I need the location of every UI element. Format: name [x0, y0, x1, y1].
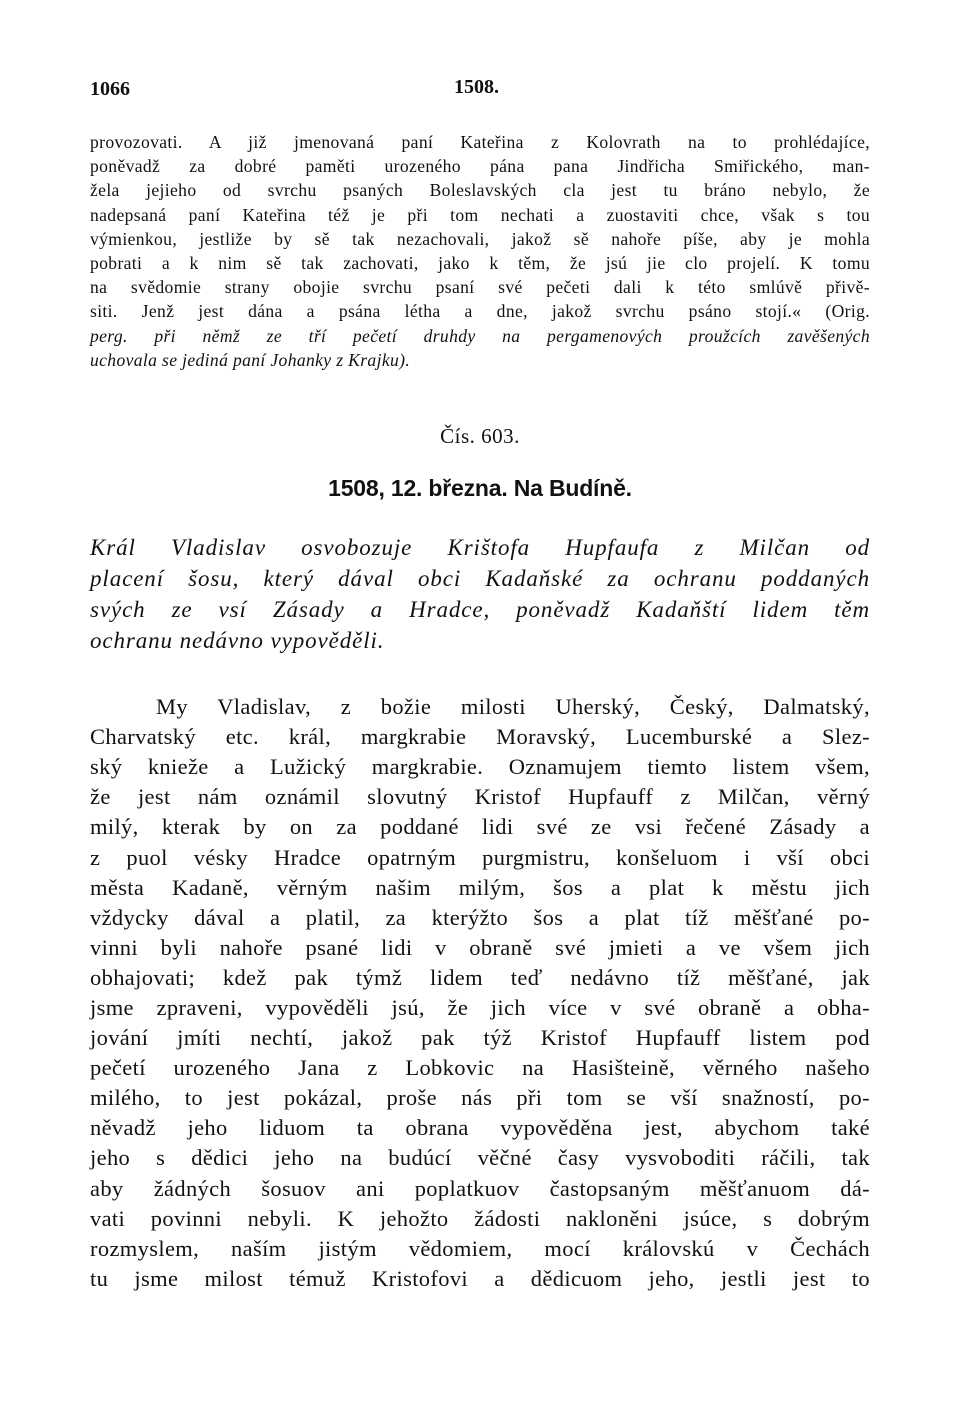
continuation-line: provozovati. A již jmenovaná paní Kateřina z Kolovrath na to prohlédajíce,: [90, 132, 870, 152]
continuation-line: výmienkou, jestliže by sě tak nezachovali, jakož sě nahoře píše, aby je mohla: [90, 228, 870, 249]
body-line: tu jsme milost témuž Kristofovi a dědicuom jeho, jestli jest to: [90, 1265, 870, 1291]
running-head: [90, 70, 870, 102]
body-line: vždycky dával a platil, za kterýžto šos a plat tíž měšťané po-: [90, 904, 870, 930]
source-note-line: uchovala se jediná paní Johanky z Krajku).: [90, 349, 411, 370]
body-line: Charvatský etc. král, margkrabie Moravský, Lucemburské a Slez-: [90, 724, 870, 750]
regest-line: placení šosu, který dával obci Kadaňské za ochranu poddaných: [90, 566, 870, 592]
previous-document-continuation: [90, 130, 870, 372]
continuation-line: poněvadž za dobré paměti urozeného pána pana Jindřicha Smiřického, man-: [90, 156, 870, 177]
regest-line: ochranu nedávno vypověděli.: [90, 628, 385, 654]
body-line: z puol vésky Hradce opatrným purgmistru, konšeluom i vší obci: [90, 844, 870, 870]
continuation-line: pobrati a k nim sě tak zachovati, jako k těm, že jsú jie clo projelí. K tomu: [90, 253, 870, 274]
regest-line: Král Vladislav osvobozuje Krištofa Hupfaufa z Milčan od: [90, 535, 870, 561]
continuation-line: nadepsaná paní Kateřina též je při tom nechati a zuostaviti chce, však s tou: [90, 204, 870, 225]
document-regest: [90, 532, 870, 656]
body-line: milého, to jest pokázal, proše nás při tom se vší snažností, po-: [90, 1085, 870, 1111]
body-line: pečetí urozeného Jana z Lobkovic na Hasišteině, věrného našeho: [90, 1055, 870, 1081]
body-line: města Kadaně, věrným našim milým, šos a plat k městu jich: [90, 874, 870, 900]
body-line: jeho s dědici jeho na budúcí věčné časy vysvoboditi ráčili, tak: [90, 1145, 870, 1171]
page-number: 1066: [90, 78, 130, 100]
body-line: obhajovati; kdež pak týmž lidem teď nedávno tíž měšťané, jak: [90, 964, 870, 990]
body-line: vinni byli nahoře psané lidi v obraně své jmieti a ve všem jich: [90, 934, 870, 960]
body-line: rozmyslem, naším jistým vědomiem, mocí královskú v Čechách: [90, 1235, 870, 1261]
document-number: Čís. 603.: [440, 424, 520, 449]
body-line: ský knieže a Lužický margkrabie. Oznamujem tiemto listem všem,: [90, 754, 870, 780]
body-line: milý, kterak by on za poddané lidi své ze vsi řečené Zásady a: [90, 814, 870, 840]
body-line: My Vladislav, z božie milosti Uherský, Český, Dalmatský,: [156, 694, 870, 720]
body-line: že jest nám oznámil slovutný Kristof Hupfauff z Milčan, věrný: [90, 784, 870, 810]
continuation-line: siti. Jenž jest dána a psána létha a dne, jakož svrchu psáno stojí.« (Orig.: [90, 301, 870, 322]
body-line: jování jmíti nechtí, jakož pak týž Kristof Hupfauff listem pod: [90, 1025, 870, 1051]
book-page: [90, 70, 870, 1294]
document-date-place: 1508, 12. března. Na Budíně.: [328, 475, 632, 502]
continuation-line: na svědomie strany obojie svrchu psaní své pečeti dali k této smlúvě přivě-: [90, 277, 870, 298]
body-line: jsme zpraveni, vypověděli jsú, že jich více v své obraně a obha-: [90, 994, 870, 1020]
source-note-line: perg. při němž ze tří pečetí druhdy na pergamenových proužcích zavěšených: [90, 325, 870, 346]
body-line: něvadž jeho liduom ta obrana vypověděna jest, abychom také: [90, 1115, 870, 1141]
body-line: vati povinni nebyli. K jehožto žádosti nakloněni jsúce, s dobrým: [90, 1205, 870, 1231]
regest-line: svých ze vsí Zásady a Hradce, poněvadž Kadaňští lidem těm: [90, 597, 870, 623]
document-body: [90, 692, 870, 1294]
continuation-line: žela jejieho od svrchu psaných Boleslavských cla jest tu bráno nebylo, že: [90, 180, 870, 201]
running-head-year: 1508.: [454, 76, 499, 98]
body-line: aby žádných šosuov ani poplatkuov častopsaným měšťanuom dá-: [90, 1175, 870, 1201]
